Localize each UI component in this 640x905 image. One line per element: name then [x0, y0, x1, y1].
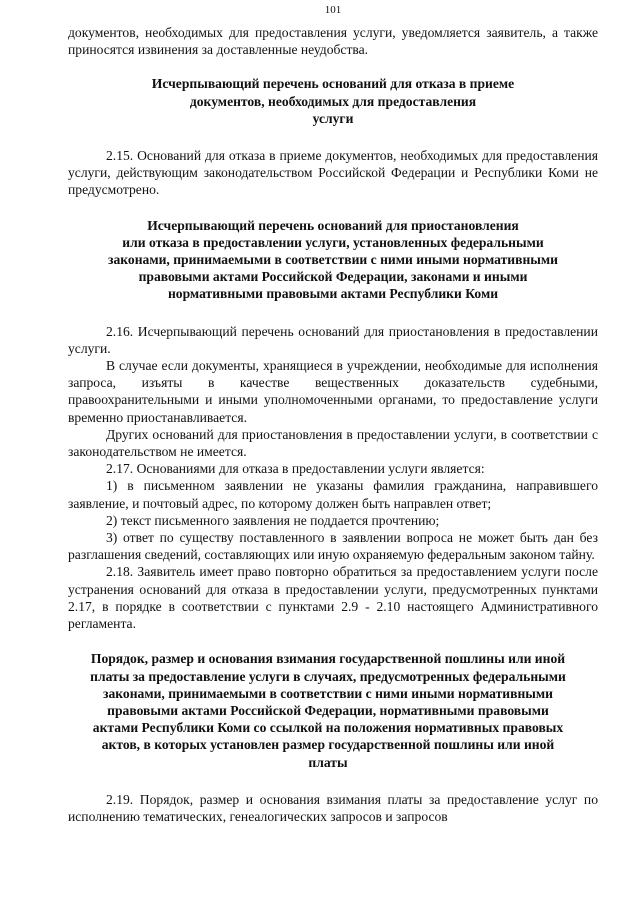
heading-line: законами, принимаемыми в соответствии с ними иными нормативными	[102, 685, 553, 701]
paragraph-2-19: 2.19. Порядок, размер и основания взимания платы за предоставление услуг по исполнению тематических, генеалогических запросов и запросов	[68, 791, 598, 824]
heading-line: законами, принимаемыми в соответствии с ними иными нормативными	[107, 252, 558, 268]
heading-line: актов, в которых установлен размер государственной пошлины или иной	[101, 737, 555, 753]
paragraph-2-17-1: 1) в письменном заявлении не указаны фамилия гражданина, направившего заявление, и почтовый адрес, по которому должен быть направлен ответ;	[68, 478, 598, 511]
paragraph-2-16-a: В случае если документы, хранящиеся в учреждении, необходимые для исполнения запроса, изъяты в качестве вещественных доказательств судебными, правоохранительными и иными уполномоченными органами, то предоставление услуги временно приостанавливается.	[68, 358, 598, 425]
heading-line: правовыми актами Российской Федерации, законами и иными	[138, 269, 528, 285]
heading-line: платы за предоставление услуги в случаях, предусмотренных федеральными	[90, 668, 566, 684]
heading-refusal-documents	[68, 75, 598, 127]
paragraph-intro: документов, необходимых для предоставления услуги, уведомляется заявитель, а также приносятся извинения за доставленные неудобства.	[68, 25, 598, 58]
heading-line: документов, необходимых для предоставления	[189, 93, 477, 109]
heading-line: или отказа в предоставлении услуги, установленных федеральными	[122, 234, 544, 250]
paragraph-2-17: 2.17. Основаниями для отказа в предоставлении услуги является:	[106, 461, 485, 477]
paragraph-2-15: 2.15. Оснований для отказа в приеме документов, необходимых для предоставления услуги, действующим законодательством Российской Федерации и Республики Коми не предусмотрено.	[68, 148, 598, 198]
heading-line: услуги	[312, 110, 354, 126]
page-number: 101	[324, 4, 342, 16]
heading-suspension-grounds	[68, 217, 598, 303]
heading-line: Порядок, размер и основания взимания государственной пошлины или иной	[90, 651, 566, 667]
heading-fee-procedure	[54, 650, 602, 770]
heading-line: Исчерпывающий перечень оснований для приостановления	[147, 217, 519, 233]
paragraph-2-17-2: 2) текст письменного заявления не поддается прочтению;	[106, 512, 440, 528]
paragraph-2-18: 2.18. Заявитель имеет право повторно обратиться за предоставлением услуги после устранения оснований для отказа в предоставлении услуги, предусмотренных пунктами 2.17, в порядке в соответствии с пунктами 2.9 - 2.10 настоящего Административного регламента.	[68, 564, 598, 632]
heading-line: Исчерпывающий перечень оснований для отказа в приеме	[151, 76, 515, 92]
heading-line: актами Республики Коми со ссылкой на положения нормативных правовых	[92, 720, 564, 736]
heading-line: нормативными правовыми актами Республики Коми	[167, 286, 499, 302]
heading-line: платы	[308, 754, 348, 770]
paragraph-2-16: 2.16. Исчерпывающий перечень оснований для приостановления в предоставлении услуги.	[68, 323, 598, 356]
heading-line: правовыми актами Российской Федерации, нормативными правовыми	[107, 702, 549, 718]
paragraph-2-17-3: 3) ответ по существу поставленного в заявлении вопроса не может быть дан без разглашения сведений, составляющих или иную охраняемую федеральным законом тайну.	[68, 530, 598, 563]
paragraph-2-16-b: Других оснований для приостановления в предоставлении услуги, в соответствии с законодательством не имеется.	[68, 426, 598, 460]
